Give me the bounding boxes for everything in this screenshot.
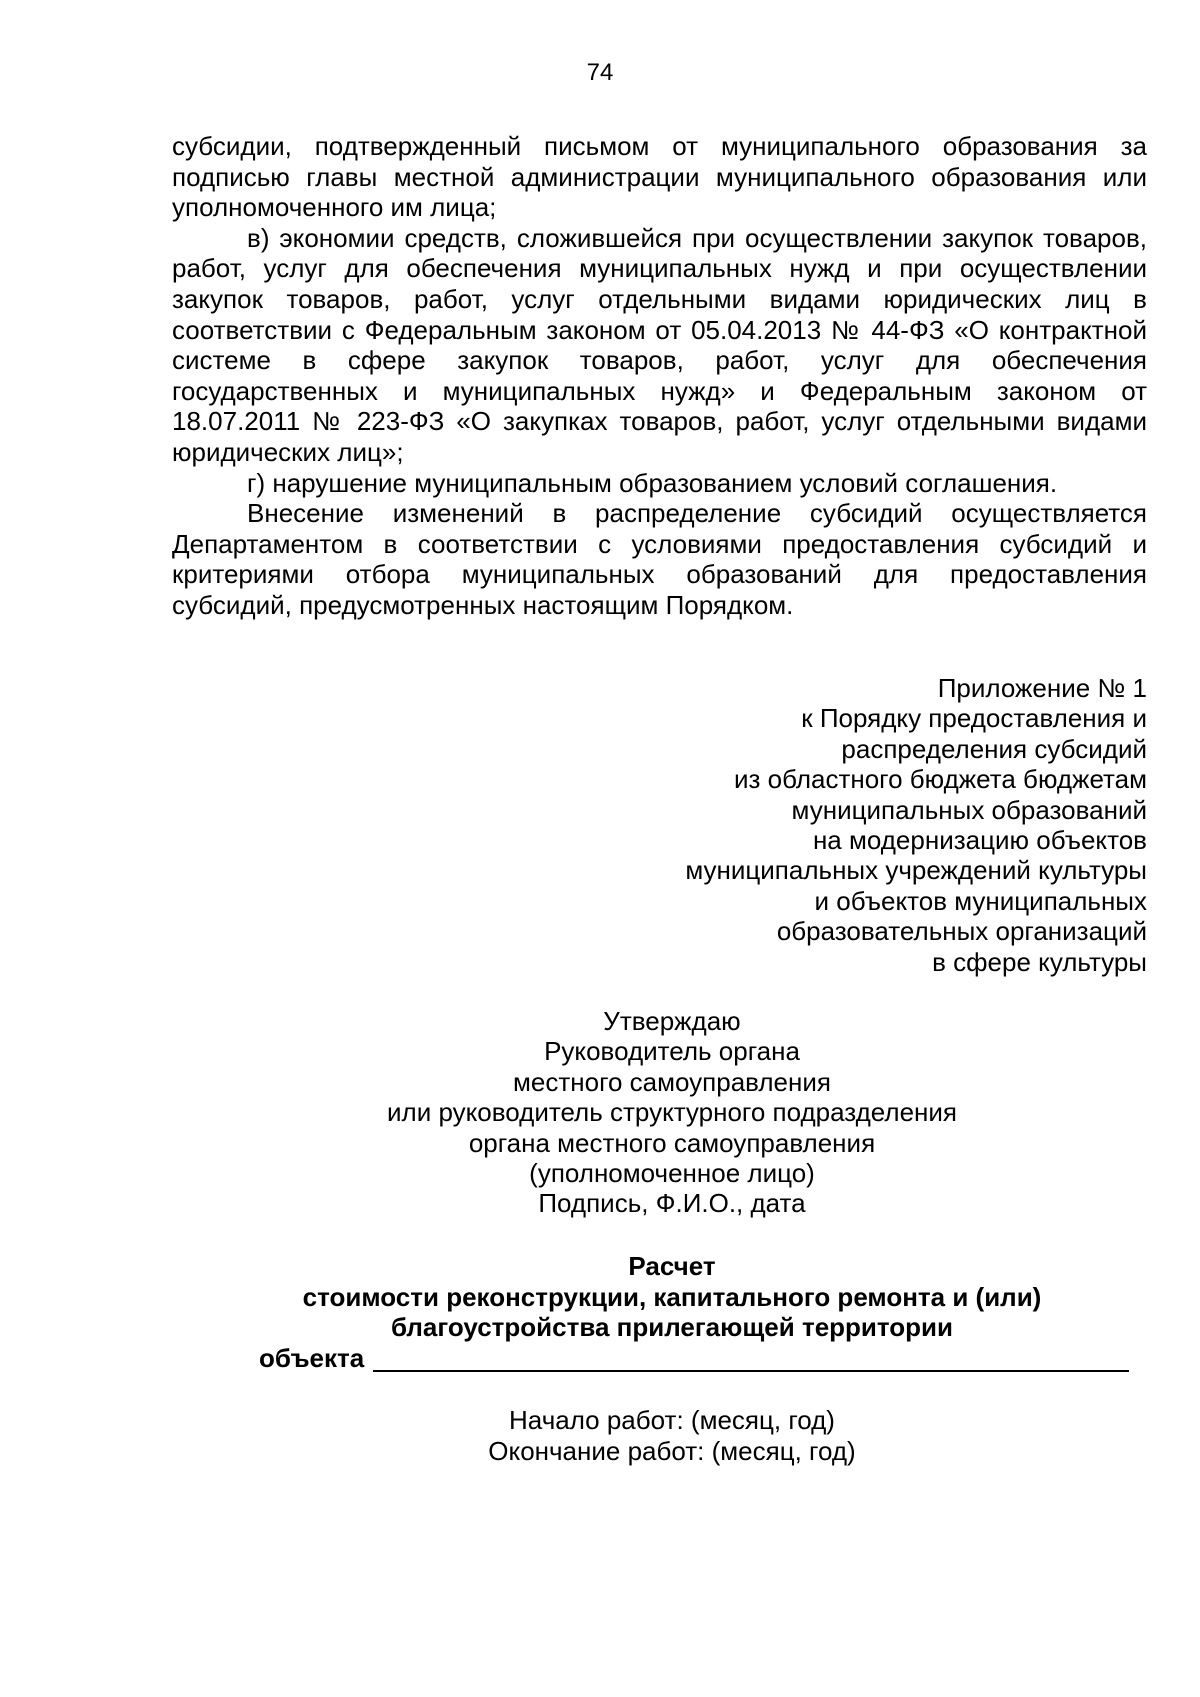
body-line: 18.07.2011 № 223-ФЗ «О закупках товаров, работ, услуг отдельными видами: [172, 406, 1147, 437]
work-end-line: Окончание работ: (месяц, год): [488, 1435, 856, 1466]
appendix-line: образовательных организаций: [776, 916, 1147, 947]
approval-line: местного самоуправления: [513, 1066, 831, 1097]
work-dates: [272, 1405, 1072, 1466]
body-line: субсидии, подтвержденный письмом от муниципального образования за: [172, 131, 1147, 161]
body-line: подписью главы местной администрации муниципального образования или: [172, 161, 1147, 192]
object-label: объекта: [259, 1343, 365, 1373]
body-line: системе в сфере закупок товаров, работ, услуг для обеспечения: [172, 345, 1147, 376]
appendix-line: на модернизацию объектов: [812, 825, 1147, 856]
approval-line: или руководитель структурного подразделения: [387, 1097, 957, 1128]
appendix-header: [547, 673, 1147, 977]
body-line: субсидий, предусмотренных настоящим Порядком.: [172, 589, 794, 620]
body-line: критериями отбора муниципальных образований для предоставления: [172, 559, 1147, 590]
appendix-line: Приложение № 1: [937, 673, 1147, 703]
approval-line: Руководитель органа: [544, 1036, 800, 1067]
body-line: юридических лиц»;: [172, 436, 404, 467]
approval-block: [272, 1006, 1072, 1219]
calculation-title-line: Расчет: [628, 1251, 716, 1281]
approval-line: Утверждаю: [603, 1006, 741, 1036]
appendix-line: муниципальных учреждений культуры: [685, 855, 1147, 886]
object-fill-underline: [373, 1370, 1129, 1372]
calculation-title: [222, 1251, 1122, 1343]
calculation-title-line: стоимости реконструкции, капитального ремонта и (или): [302, 1281, 1042, 1312]
body-line: закупок товаров, работ, услуг отдельными видами юридических лиц в: [172, 283, 1147, 314]
appendix-line: в сфере культуры: [932, 946, 1147, 977]
appendix-line: муниципальных образований: [791, 794, 1147, 825]
body-line: Внесение изменений в распределение субсидий осуществляется: [247, 498, 1147, 529]
appendix-line: распределения субсидий: [841, 733, 1147, 764]
appendix-line: к Порядку предоставления и: [801, 703, 1147, 734]
approval-line: (уполномоченное лицо): [529, 1158, 815, 1189]
body-line: в) экономии средств, сложившейся при осуществлении закупок товаров,: [247, 222, 1147, 253]
object-field: [259, 1343, 1129, 1375]
body-text: [172, 131, 1147, 621]
approval-line: Подпись, Ф.И.О., дата: [538, 1188, 806, 1219]
approval-line: органа местного самоуправления: [468, 1127, 876, 1158]
body-line: Департаментом в соответствии с условиями предоставления субсидий и: [172, 528, 1147, 559]
appendix-line: и объектов муниципальных: [814, 885, 1147, 916]
body-line: государственных и муниципальных нужд» и Федеральным законом от: [172, 375, 1147, 406]
body-line: соответствии с Федеральным законом от 05.04.2013 № 44-ФЗ «О контрактной: [172, 314, 1147, 345]
page-number: 74: [586, 59, 614, 86]
work-start-line: Начало работ: (месяц, год): [509, 1405, 835, 1435]
calculation-title-line: благоустройства прилегающей территории: [390, 1312, 954, 1342]
appendix-line: из областного бюджета бюджетам: [733, 764, 1147, 795]
body-line: работ, услуг для обеспечения муниципальных нужд и при осуществлении: [172, 253, 1147, 284]
body-line: уполномоченного им лица;: [172, 192, 497, 223]
body-line: г) нарушение муниципальным образованием условий соглашения.: [247, 467, 1058, 498]
